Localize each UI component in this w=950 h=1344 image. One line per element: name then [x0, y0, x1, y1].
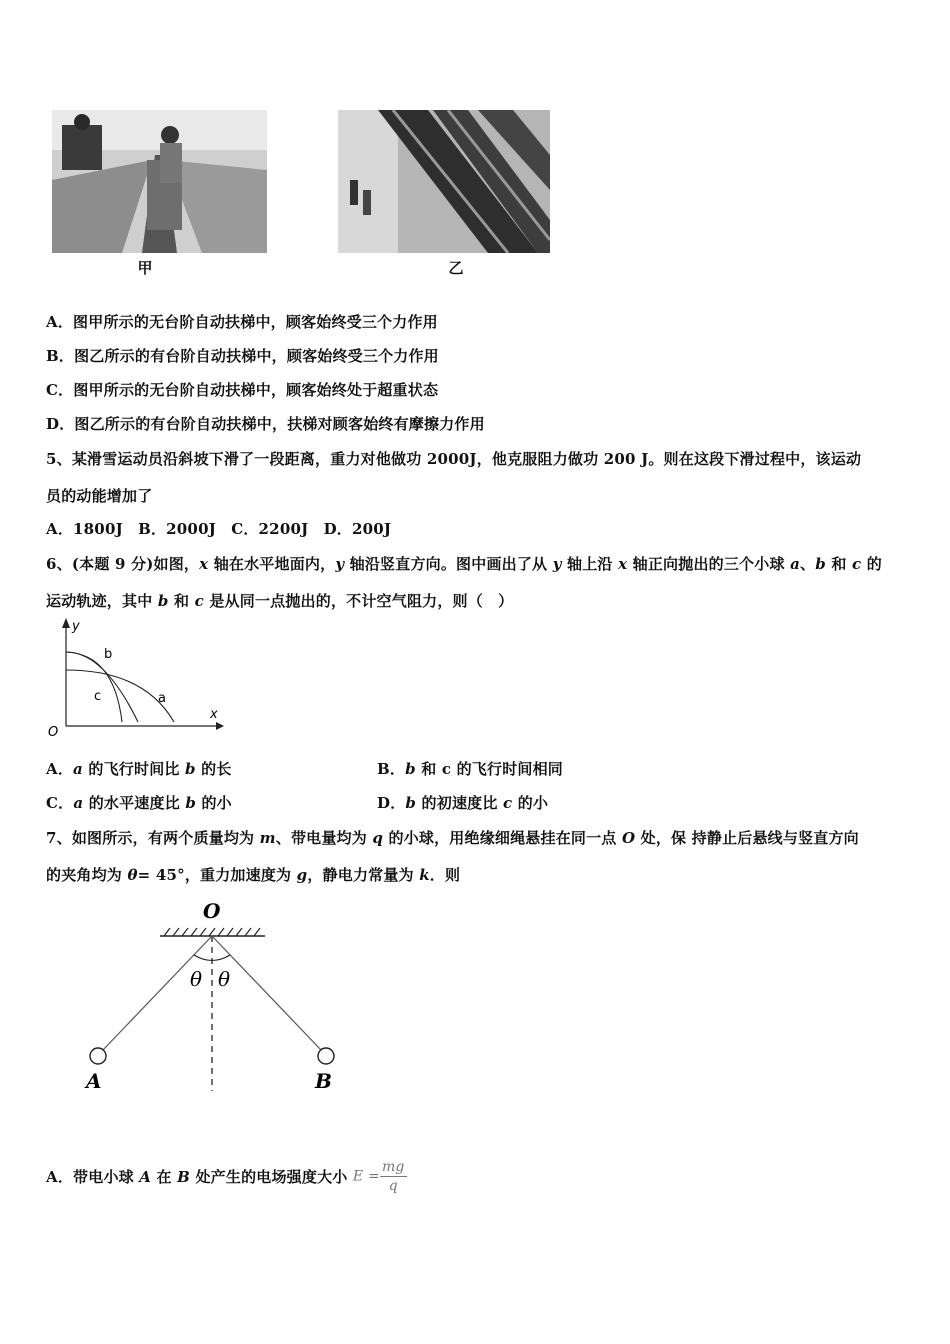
q4-option-c: C．图甲所示的无台阶自动扶梯中，顾客始终处于超重状态	[46, 381, 439, 399]
q6-stem-line2: 运动轨迹，其中 b 和 c 是从同一点抛出的，不计空气阻力，则（ ）	[46, 592, 514, 610]
graph-y-label: y	[72, 619, 80, 634]
formula-fraction	[380, 1158, 407, 1195]
figure-caption-yi: 乙	[448, 259, 464, 277]
q6-option-d: D．b 的初速度比 c 的小	[377, 794, 549, 812]
q6-option-b: B．b 和 c 的飞行时间相同	[377, 760, 563, 778]
q7-stem-line2: 的夹角均为 θ= 45°，重力加速度为 g，静电力常量为 k．则	[46, 866, 461, 884]
diagram-B-label: B	[315, 1069, 332, 1093]
graph-origin-label: O	[48, 725, 59, 740]
diagram-O-label: O	[203, 899, 221, 923]
formula-lhs: E =	[352, 1168, 380, 1185]
diagram-theta-left: θ	[190, 967, 203, 991]
q6-option-c: C．a 的水平速度比 b 的小	[46, 794, 232, 812]
formula-denominator: q	[388, 1178, 398, 1194]
q7-stem-line1: 7、如图所示，有两个质量均为 m、带电量均为 q 的小球，用绝缘细绳悬挂在同一点 O 处，保 持静止后悬线与竖直方向	[46, 829, 859, 847]
q5-options: A．1800J B．2000J C．2200J D．200J	[46, 520, 392, 538]
q4-option-d: D．图乙所示的有台阶自动扶梯中，扶梯对顾客始终有摩擦力作用	[46, 415, 485, 433]
escalator-photo-yi	[338, 110, 550, 253]
graph-x-label: x	[210, 707, 218, 722]
diagram-A-label: A	[86, 1069, 102, 1093]
diagram-theta-right: θ	[218, 967, 231, 991]
q5-stem-line2: 员的动能增加了	[46, 487, 153, 505]
q6-trajectory-graph	[44, 618, 224, 740]
q7-pendulum-diagram	[80, 896, 370, 1096]
q6-stem-line1: 6、(本题 9 分)如图，x 轴在水平地面内，y 轴沿竖直方向。图中画出了从 y 轴上沿 x 轴正向抛出的三个小球 a、b 和 c 的	[46, 555, 882, 573]
graph-curve-b-label: b	[104, 647, 113, 662]
escalator-photo-jia	[52, 110, 267, 253]
graph-curve-c-label: c	[94, 689, 102, 704]
q6-option-a: A．a 的飞行时间比 b 的长	[46, 760, 232, 778]
formula-numerator: mg	[381, 1159, 405, 1175]
q4-option-a: A．图甲所示的无台阶自动扶梯中，顾客始终受三个力作用	[46, 313, 438, 331]
figure-caption-jia: 甲	[137, 259, 153, 277]
q5-stem-line1: 5、某滑雪运动员沿斜坡下滑了一段距离，重力对他做功 2000J，他克服阻力做功 200 J。则在这段下滑过程中，该运动	[46, 450, 862, 468]
graph-curve-a-label: a	[158, 691, 166, 706]
q4-option-b: B．图乙所示的有台阶自动扶梯中，顾客始终受三个力作用	[46, 347, 439, 365]
q7-option-a: A．带电小球 A 在 B 处产生的电场强度大小 E = $\frac{mg}{q}$	[46, 1159, 405, 1194]
